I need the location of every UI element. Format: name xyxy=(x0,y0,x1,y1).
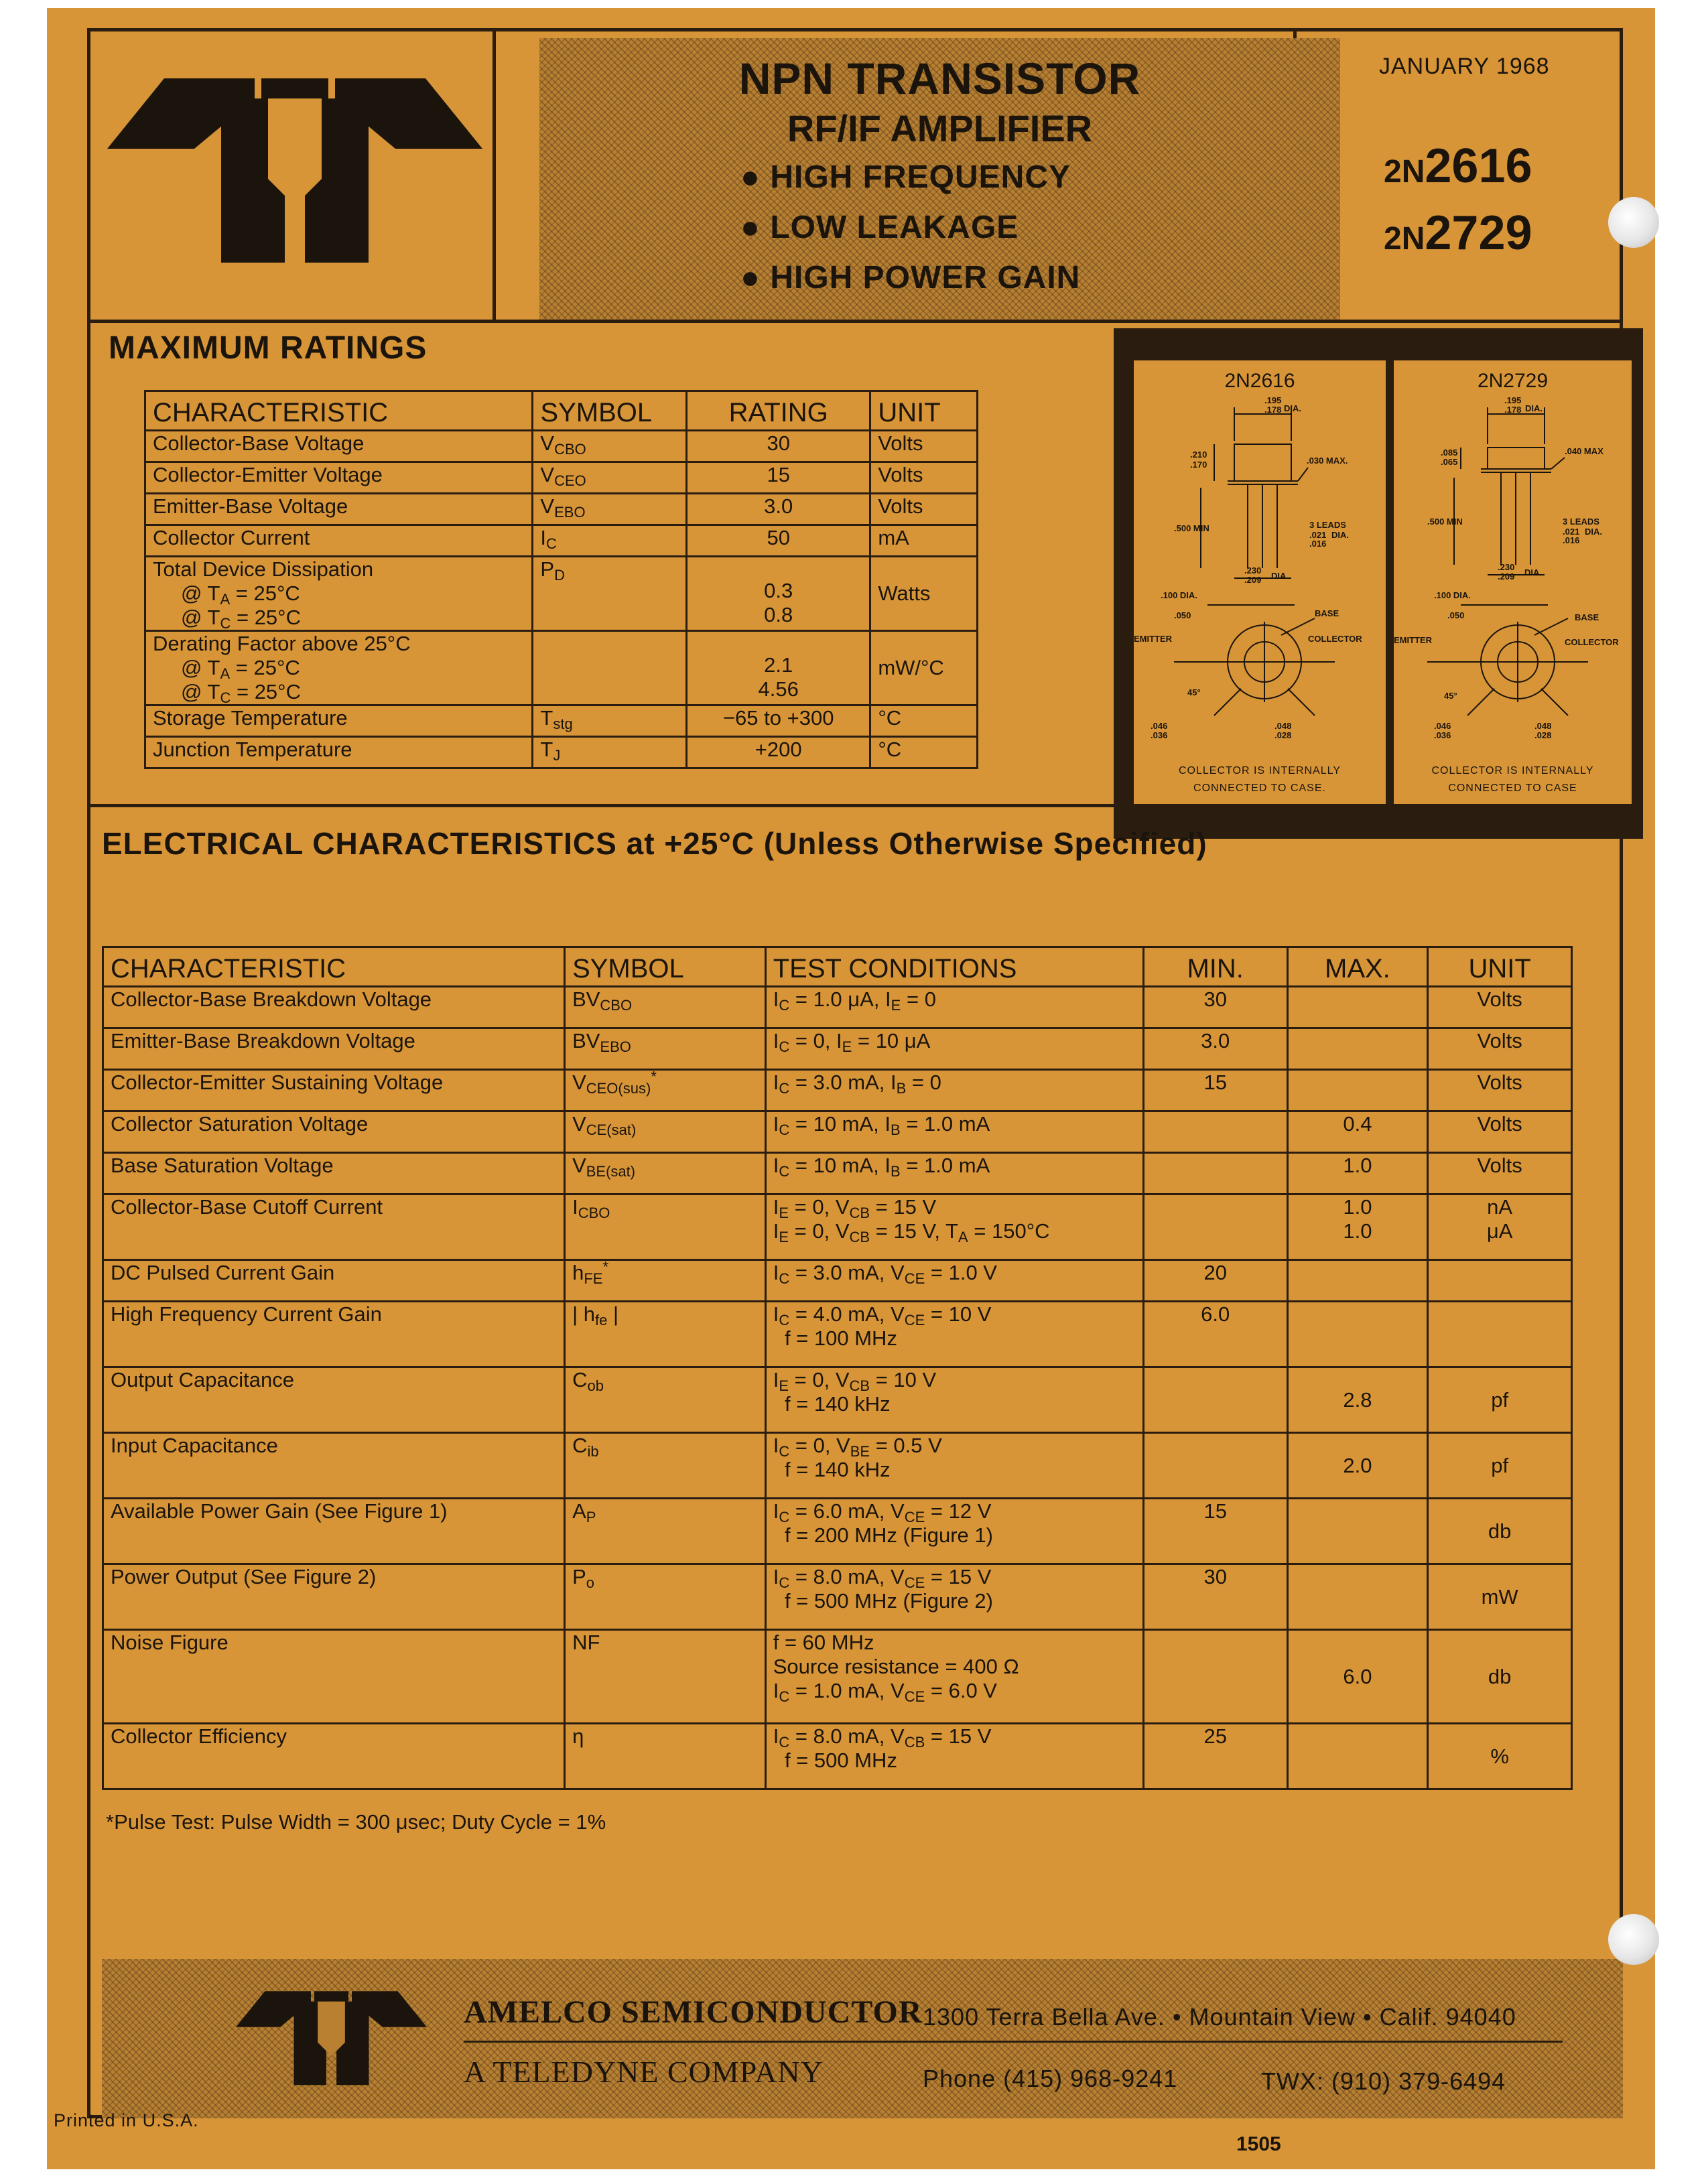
dimension-label: .230 xyxy=(1244,565,1262,575)
characteristic-cell: Collector-Base Voltage xyxy=(145,431,533,462)
table-row xyxy=(103,1153,1572,1195)
symbol-cell xyxy=(533,631,687,705)
min-cell xyxy=(1143,1433,1287,1499)
rating-cell: 3.0 xyxy=(687,494,870,525)
unit-cell: Volts xyxy=(1428,987,1572,1028)
symbol-cell: $V_{EBO}$ xyxy=(533,494,687,525)
test-conditions-cell: $I_C = 6.0$ mA, $V_{CE} = 12$ V f = 200 MHz (Figure 1) xyxy=(765,1499,1143,1564)
rating-cell: +200 xyxy=(687,737,870,768)
dimension-label: EMITTER xyxy=(1394,635,1433,645)
test-conditions-cell: $I_C = 10$ mA, $I_B = 1.0$ mA xyxy=(765,1153,1143,1195)
teledyne-logo-icon xyxy=(107,72,482,266)
unit-cell: Volts xyxy=(870,431,978,462)
dimension-label: .021 xyxy=(1309,530,1327,540)
test-conditions-cell: $I_C = 3.0$ mA, $V_{CE} = 1.0$ V xyxy=(765,1260,1143,1302)
rating-cell: 30 xyxy=(687,431,870,462)
unit-cell: Volts xyxy=(1428,1070,1572,1111)
test-conditions-cell: $I_C = 8.0$ mA, $V_{CE} = 15$ V f = 500 MHz (Figure 2) xyxy=(765,1564,1143,1630)
test-conditions-cell: $I_C = 8.0$ mA, $V_{CB} = 15$ V f = 500 MHz xyxy=(765,1724,1143,1789)
unit-cell: °C xyxy=(870,737,978,768)
min-cell: 15 xyxy=(1143,1070,1287,1111)
min-cell: 30 xyxy=(1143,1564,1287,1630)
rating-cell: 0.3 0.8 xyxy=(687,557,870,631)
section-heading: ELECTRICAL CHARACTERISTICS at +25°C (Unless Otherwise Specified) xyxy=(102,826,1207,861)
dimension-label: 45° xyxy=(1444,691,1457,701)
page-title: NPN TRANSISTOR xyxy=(738,54,1141,103)
package-drawing xyxy=(1134,394,1386,756)
dimension-label: .178 xyxy=(1264,405,1282,415)
table-row xyxy=(103,1111,1572,1153)
symbol-cell: η xyxy=(565,1724,766,1789)
table-row xyxy=(103,1630,1572,1724)
dimension-label: .500 MIN xyxy=(1427,517,1463,527)
column-header: SYMBOL xyxy=(565,947,766,987)
min-cell xyxy=(1143,1367,1287,1433)
max-cell xyxy=(1287,1070,1428,1111)
max-cell xyxy=(1287,1499,1428,1564)
min-cell: 15 xyxy=(1143,1499,1287,1564)
dimension-label: .016 xyxy=(1563,535,1580,545)
characteristic-cell: Collector-Emitter Voltage xyxy=(145,462,533,494)
characteristic-cell: DC Pulsed Current Gain xyxy=(103,1260,565,1302)
dimension-label: DIA. xyxy=(1284,403,1301,413)
table-row xyxy=(103,1260,1572,1302)
feature-item: ● HIGH POWER GAIN xyxy=(740,260,1081,295)
part-number: 2N2616 xyxy=(1384,139,1532,193)
unit-cell: mW xyxy=(1428,1564,1572,1630)
company-address: 1300 Terra Bella Ave. • Mountain View • Calif. 94040 xyxy=(923,2003,1516,2031)
dimension-label: DIA. xyxy=(1271,571,1289,581)
symbol-cell: $I_{CBO}$ xyxy=(565,1195,766,1260)
issue-date: JANUARY 1968 xyxy=(1379,54,1550,79)
dimension-label: BASE xyxy=(1315,608,1339,618)
section-heading: MAXIMUM RATINGS xyxy=(109,330,428,366)
dimension-label: 45° xyxy=(1187,687,1201,697)
symbol-cell: $V_{CE(sat)}$ xyxy=(565,1111,766,1153)
min-cell: 25 xyxy=(1143,1724,1287,1789)
column-header: MAX. xyxy=(1287,947,1428,987)
part-number: 2N2729 xyxy=(1384,206,1532,260)
dimension-label: EMITTER xyxy=(1134,634,1173,644)
table-row xyxy=(103,1724,1572,1789)
company-name: AMELCO SEMICONDUCTOR xyxy=(464,1994,923,2030)
dimension-label: COLLECTOR xyxy=(1565,637,1619,647)
unit-cell: mA xyxy=(870,525,978,557)
table-row xyxy=(145,525,978,557)
max-cell xyxy=(1287,1028,1428,1070)
table-row xyxy=(103,1433,1572,1499)
symbol-cell: $A_P$ xyxy=(565,1499,766,1564)
header-vdivider-left xyxy=(493,28,496,323)
dimension-label: .195 xyxy=(1264,395,1282,405)
package-outline xyxy=(1394,360,1632,804)
column-header: UNIT xyxy=(1428,947,1572,987)
column-header: CHARACTERISTIC xyxy=(145,391,533,431)
package-outline xyxy=(1134,360,1386,804)
package-name: 2N2616 xyxy=(1224,370,1295,392)
dimension-label: .100 DIA. xyxy=(1434,590,1471,600)
feature-item: ● LOW LEAKAGE xyxy=(740,210,1019,245)
test-conditions-cell: f = 60 MHz Source resistance = 400 Ω $I_C = 1.0$ mA, $V_{CE} = 6.0$ V xyxy=(765,1630,1143,1724)
dimension-label: .230 xyxy=(1498,562,1515,572)
dimension-label: .209 xyxy=(1244,575,1262,585)
characteristic-cell: High Frequency Current Gain xyxy=(103,1302,565,1367)
max-cell: 2.0 xyxy=(1287,1433,1428,1499)
max-cell: 0.4 xyxy=(1287,1111,1428,1153)
column-header: UNIT xyxy=(870,391,978,431)
title-panel xyxy=(539,38,1340,320)
unit-cell: °C xyxy=(870,705,978,737)
test-conditions-cell: $I_E = 0$, $V_{CB} = 10$ V f = 140 kHz xyxy=(765,1367,1143,1433)
max-cell xyxy=(1287,1724,1428,1789)
characteristic-cell: Available Power Gain (See Figure 1) xyxy=(103,1499,565,1564)
dimension-label: DIA. xyxy=(1331,530,1349,540)
dimension-label: .170 xyxy=(1190,460,1207,470)
characteristic-cell: Storage Temperature xyxy=(145,705,533,737)
unit-cell: Volts xyxy=(1428,1028,1572,1070)
test-conditions-cell: $I_E = 0$, $V_{CB} = 15$ V $I_E = 0$, $V_{CB} = 15$ V, $T_A = 150^\circ C$ xyxy=(765,1195,1143,1260)
table-row xyxy=(103,1302,1572,1367)
binder-hole xyxy=(1608,197,1659,248)
dimension-label: DIA. xyxy=(1524,567,1542,577)
electrical-characteristics-table xyxy=(102,946,1573,1790)
dimension-label: .085 xyxy=(1441,448,1458,458)
max-cell: 1.0 xyxy=(1287,1153,1428,1195)
unit-cell: Volts xyxy=(870,494,978,525)
page-number: 1505 xyxy=(1236,2133,1281,2155)
symbol-cell: | $h_{fe}$ | xyxy=(565,1302,766,1367)
symbol-cell: $P_D$ xyxy=(533,557,687,631)
unit-cell xyxy=(1428,1260,1572,1302)
dimension-label: 3 LEADS xyxy=(1563,517,1599,527)
min-cell xyxy=(1143,1153,1287,1195)
test-conditions-cell: $I_C = 3.0$ mA, $I_B = 0$ xyxy=(765,1070,1143,1111)
min-cell xyxy=(1143,1195,1287,1260)
table-row xyxy=(145,462,978,494)
symbol-cell: $h_{FE}^*$ xyxy=(565,1260,766,1302)
dimension-label: .036 xyxy=(1434,730,1451,740)
symbol-cell: $I_C$ xyxy=(533,525,687,557)
unit-cell: db xyxy=(1428,1630,1572,1724)
company-phone: Phone (415) 968-9241 xyxy=(923,2065,1178,2092)
rating-cell: −65 to +300 xyxy=(687,705,870,737)
unit-cell: mW/°C xyxy=(870,631,978,705)
dimension-label: DIA. xyxy=(1525,403,1543,413)
unit-cell: nA μA xyxy=(1428,1195,1572,1260)
dimension-label: BASE xyxy=(1575,612,1599,622)
table-row xyxy=(145,431,978,462)
rating-cell: 50 xyxy=(687,525,870,557)
dimension-label: .100 DIA. xyxy=(1161,590,1197,600)
feature-item: ● HIGH FREQUENCY xyxy=(740,159,1071,195)
min-cell xyxy=(1143,1630,1287,1724)
test-conditions-cell: $I_C = 4.0$ mA, $V_{CE} = 10$ V f = 100 MHz xyxy=(765,1302,1143,1367)
table-row xyxy=(145,631,978,705)
dimension-label: .016 xyxy=(1309,539,1327,549)
package-drawing xyxy=(1394,394,1632,756)
characteristic-cell: Collector-Emitter Sustaining Voltage xyxy=(103,1070,565,1111)
dimension-label: .046 xyxy=(1151,721,1168,731)
package-outline-panel xyxy=(1114,328,1643,839)
binder-hole xyxy=(1608,1914,1659,1965)
max-cell xyxy=(1287,1260,1428,1302)
characteristic-cell: Collector-Base Breakdown Voltage xyxy=(103,987,565,1028)
column-header: SYMBOL xyxy=(533,391,687,431)
rating-cell: 2.1 4.56 xyxy=(687,631,870,705)
characteristic-cell: Collector Saturation Voltage xyxy=(103,1111,565,1153)
symbol-cell: $T_J$ xyxy=(533,737,687,768)
table-row xyxy=(145,557,978,631)
dimension-label: .210 xyxy=(1190,450,1207,460)
table-header-row xyxy=(103,947,1572,987)
symbol-cell: NF xyxy=(565,1630,766,1724)
characteristic-cell: Collector Current xyxy=(145,525,533,557)
dimension-label: .065 xyxy=(1441,457,1458,467)
min-cell: 3.0 xyxy=(1143,1028,1287,1070)
dimension-label: .048 xyxy=(1274,721,1292,731)
dimension-label: .195 xyxy=(1504,395,1522,405)
column-header: RATING xyxy=(687,391,870,431)
unit-cell: Volts xyxy=(1428,1153,1572,1195)
unit-cell: % xyxy=(1428,1724,1572,1789)
table-row xyxy=(145,705,978,737)
parent-company: A TELEDYNE COMPANY xyxy=(464,2055,824,2089)
header-divider xyxy=(87,320,1623,323)
symbol-cell: $BV_{CBO}$ xyxy=(565,987,766,1028)
column-header: CHARACTERISTIC xyxy=(103,947,565,987)
symbol-cell: $P_o$ xyxy=(565,1564,766,1630)
column-header: TEST CONDITIONS xyxy=(765,947,1143,987)
package-note: COLLECTOR IS INTERNALLY CONNECTED TO CASE. xyxy=(1178,765,1341,794)
dimension-label: .050 xyxy=(1174,610,1191,620)
table-row xyxy=(145,494,978,525)
characteristic-cell: Derating Factor above 25°C @ $T_A = 25^\circ C$ @ $T_C = 25^\circ C$ xyxy=(145,631,533,705)
max-cell xyxy=(1287,1302,1428,1367)
dimension-label: .028 xyxy=(1534,730,1552,740)
characteristic-cell: Base Saturation Voltage xyxy=(103,1153,565,1195)
footer-banner xyxy=(102,1959,1623,2118)
dimension-label: .021 xyxy=(1563,527,1580,537)
page-subtitle: RF/IF AMPLIFIER xyxy=(787,107,1093,149)
max-cell xyxy=(1287,987,1428,1028)
symbol-cell: $C_{ob}$ xyxy=(565,1367,766,1433)
min-cell: 30 xyxy=(1143,987,1287,1028)
table-row xyxy=(145,737,978,768)
test-conditions-cell: $I_C = 0$, $I_E = 10$ μA xyxy=(765,1028,1143,1070)
table-row xyxy=(103,1028,1572,1070)
symbol-cell: $V_{BE(sat)}$ xyxy=(565,1153,766,1195)
dimension-label: DIA. xyxy=(1585,527,1602,537)
table-row xyxy=(103,1564,1572,1630)
characteristic-cell: Emitter-Base Voltage xyxy=(145,494,533,525)
dimension-label: .500 MIN xyxy=(1174,523,1209,533)
test-conditions-cell: $I_C = 10$ mA, $I_B = 1.0$ mA xyxy=(765,1111,1143,1153)
characteristic-cell: Noise Figure xyxy=(103,1630,565,1724)
characteristic-cell: Input Capacitance xyxy=(103,1433,565,1499)
test-conditions-cell: $I_C = 0$, $V_{BE} = 0.5$ V f = 140 kHz xyxy=(765,1433,1143,1499)
dimension-label: .036 xyxy=(1151,730,1168,740)
table-header-row xyxy=(145,391,978,431)
column-header: MIN. xyxy=(1143,947,1287,987)
unit-cell: pf xyxy=(1428,1433,1572,1499)
footnote: *Pulse Test: Pulse Width = 300 μsec; Duty Cycle = 1% xyxy=(106,1810,606,1834)
unit-cell: Watts xyxy=(870,557,978,631)
table-row xyxy=(103,1367,1572,1433)
company-twx: TWX: (910) 379-6494 xyxy=(1261,2067,1506,2095)
max-cell: 2.8 xyxy=(1287,1367,1428,1433)
dimension-label: 3 LEADS xyxy=(1309,520,1346,530)
table-row xyxy=(103,987,1572,1028)
min-cell: 20 xyxy=(1143,1260,1287,1302)
unit-cell: db xyxy=(1428,1499,1572,1564)
unit-cell xyxy=(1428,1302,1572,1367)
dimension-label: .209 xyxy=(1498,571,1515,582)
unit-cell: Volts xyxy=(870,462,978,494)
characteristic-cell: Total Device Dissipation @ $T_A = 25^\circ C$ @ $T_C = 25^\circ C$ xyxy=(145,557,533,631)
symbol-cell: $BV_{EBO}$ xyxy=(565,1028,766,1070)
dimension-label: .028 xyxy=(1274,730,1292,740)
rating-cell: 15 xyxy=(687,462,870,494)
max-cell: 6.0 xyxy=(1287,1630,1428,1724)
table-row xyxy=(103,1070,1572,1111)
max-cell: 1.0 1.0 xyxy=(1287,1195,1428,1260)
symbol-cell: $V_{CEO}$ xyxy=(533,462,687,494)
table-row xyxy=(103,1195,1572,1260)
dimension-label: .040 MAX xyxy=(1565,446,1603,456)
section-divider xyxy=(87,804,1116,807)
test-conditions-cell: $I_C = 1.0$ μA, $I_E = 0$ xyxy=(765,987,1143,1028)
dimension-label: COLLECTOR xyxy=(1308,634,1362,644)
characteristic-cell: Output Capacitance xyxy=(103,1367,565,1433)
characteristic-cell: Collector Efficiency xyxy=(103,1724,565,1789)
characteristic-cell: Power Output (See Figure 2) xyxy=(103,1564,565,1630)
characteristic-cell: Junction Temperature xyxy=(145,737,533,768)
dimension-label: .050 xyxy=(1447,610,1465,620)
characteristic-cell: Emitter-Base Breakdown Voltage xyxy=(103,1028,565,1070)
dimension-label: .178 xyxy=(1504,405,1522,415)
dimension-label: .048 xyxy=(1534,721,1552,731)
footer-rule xyxy=(464,2041,1563,2043)
unit-cell: pf xyxy=(1428,1367,1572,1433)
unit-cell: Volts xyxy=(1428,1111,1572,1153)
max-ratings-table xyxy=(144,390,978,769)
teledyne-logo-icon xyxy=(236,1987,427,2088)
min-cell: 6.0 xyxy=(1143,1302,1287,1367)
symbol-cell: $T_{stg}$ xyxy=(533,705,687,737)
package-name: 2N2729 xyxy=(1477,370,1549,392)
symbol-cell: $C_{ib}$ xyxy=(565,1433,766,1499)
datasheet-page xyxy=(47,8,1655,2169)
dimension-label: .046 xyxy=(1434,721,1451,731)
symbol-cell: $V_{CEO(sus)}^*$ xyxy=(565,1070,766,1111)
min-cell xyxy=(1143,1111,1287,1153)
dimension-label: .030 MAX. xyxy=(1307,456,1348,466)
package-note: COLLECTOR IS INTERNALLY CONNECTED TO CASE xyxy=(1431,765,1594,794)
max-cell xyxy=(1287,1564,1428,1630)
printed-in: Printed in U.S.A. xyxy=(54,2110,199,2130)
symbol-cell: $V_{CBO}$ xyxy=(533,431,687,462)
table-row xyxy=(103,1499,1572,1564)
characteristic-cell: Collector-Base Cutoff Current xyxy=(103,1195,565,1260)
